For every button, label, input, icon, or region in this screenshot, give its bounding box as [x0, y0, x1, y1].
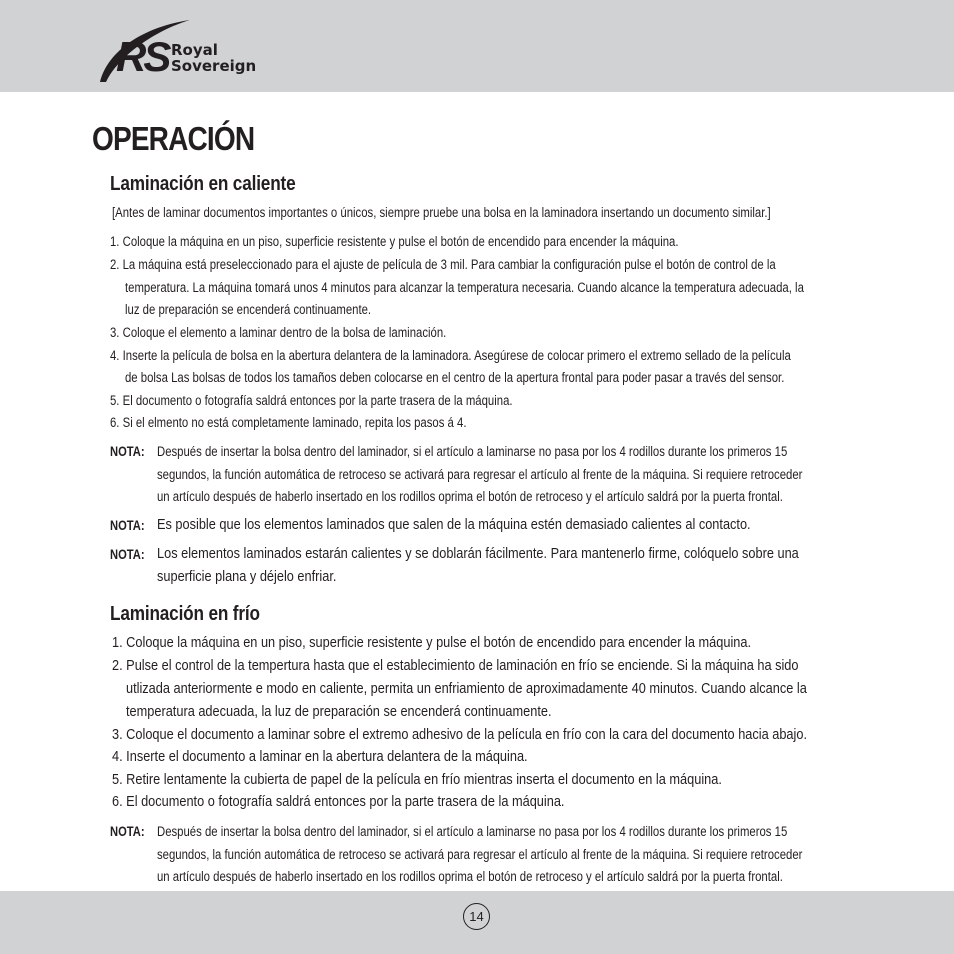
- cold-nota-1-line: Después de insertar la bolsa dentro del laminador, si el artículo a laminarse no pasa por los 4 rodillos durante los primeros 15: [157, 824, 788, 840]
- hot-nota-3-line: superficie plana y déjelo enfriar.: [157, 568, 337, 585]
- hot-step-line: luz de preparación se encenderá continuamente.: [125, 302, 372, 318]
- logo-name-line-1: Royal: [171, 41, 218, 59]
- hot-step-line: 6. Si el elmento no está completamente laminado, repita los pasos á 4.: [110, 415, 467, 431]
- cold-step-line: 3. Coloque el documento a laminar sobre el extremo adhesivo de la película en frío con la cara del documento hacia abajo.: [112, 726, 808, 743]
- hot-step-line: 3. Coloque el elemento a laminar dentro de la bolsa de laminación.: [110, 325, 447, 341]
- logo-name-line-2: Sovereign: [171, 57, 257, 75]
- hot-step-line: temperatura. La máquina tomará unos 4 minutos para alcanzar la temperatura necesaria. Cuando alcance la temperatura adecuada, la: [125, 280, 804, 296]
- cold-nota-1-line: segundos, la función automática de retroceso se activará para regresar el artículo al frente de la máquina. Si requiere retroceder: [157, 847, 803, 863]
- cold-step-line: 2. Pulse el control de la tempertura hasta que el establecimiento de laminación en frío se enciende. Si la máquina ha sido: [112, 657, 799, 674]
- cold-step-line: temperatura adecuada, la luz de preparación se encenderá continuamente.: [126, 703, 552, 720]
- nota-label: NOTA:: [110, 517, 145, 533]
- royal-sovereign-logo: [96, 16, 276, 86]
- page-title: OPERACIÓN: [92, 120, 255, 157]
- hot-nota-2-line: Es posible que los elementos laminados que salen de la máquina estén demasiado calientes al contacto.: [157, 516, 751, 533]
- hot-nota-1-line: segundos, la función automática de retroceso se activará para regresar el artículo al frente de la máquina. Si requiere retroceder: [157, 467, 803, 483]
- nota-label: NOTA:: [110, 443, 145, 459]
- section-title-hot: Laminación en caliente: [110, 173, 296, 195]
- hot-step-line: de bolsa Las bolsas de todos los tamaños deben colocarse en el centro de la apertura frontal para poder pasar a través del sensor.: [125, 370, 785, 386]
- cold-step-line: 5. Retire lentamente la cubierta de papel de la película en frío mientras inserta el documento en la máquina.: [112, 771, 722, 788]
- cold-step-line: utlizada anteriormente e modo en caliente, permita un enfriamiento de aproximadamente 40 minutos. Cuando alcance la: [126, 680, 807, 697]
- hot-step-line: 2. La máquina está preseleccionado para el ajuste de película de 3 mil. Para cambiar la configuración pulse el botón de control de la: [110, 257, 776, 273]
- cold-step-line: 6. El documento o fotografía saldrá entonces por la parte trasera de la máquina.: [112, 793, 565, 810]
- cold-nota-1-line: un artículo después de haberlo insertado en los rodillos oprima el botón de retroceso y el artículo saldrá por la puerta frontal.: [157, 869, 783, 885]
- nota-label: NOTA:: [110, 823, 145, 839]
- hot-nota-1-line: Después de insertar la bolsa dentro del laminador, si el artículo a laminarse no pasa por los 4 rodillos durante los primeros 15: [157, 444, 788, 460]
- hot-nota-3-line: Los elementos laminados estarán calientes y se doblarán fácilmente. Para mantenerlo firme, colóquelo sobre una: [157, 545, 799, 562]
- logo-name: [171, 42, 256, 74]
- hot-step-line: 1. Coloque la máquina en un piso, superficie resistente y pulse el botón de encendido para encender la máquina.: [110, 234, 679, 250]
- logo-mark: RS: [116, 33, 169, 80]
- hot-step-line: 4. Inserte la película de bolsa en la abertura delantera de la laminadora. Asegúrese de colocar primero el extremo sellado de la película: [110, 348, 791, 364]
- page-number: 14: [463, 903, 490, 930]
- nota-label: NOTA:: [110, 546, 145, 562]
- hot-intro: [Antes de laminar documentos importantes o únicos, siempre pruebe una bolsa en la laminadora insertando un documento similar.]: [112, 205, 771, 221]
- hot-nota-1-line: un artículo después de haberlo insertado en los rodillos oprima el botón de retroceso y el artículo saldrá por la puerta frontal.: [157, 489, 783, 505]
- cold-step-line: 4. Inserte el documento a laminar en la abertura delantera de la máquina.: [112, 748, 528, 765]
- hot-step-line: 5. El documento o fotografía saldrá entonces por la parte trasera de la máquina.: [110, 393, 513, 409]
- cold-step-line: 1. Coloque la máquina en un piso, superficie resistente y pulse el botón de encendido para encender la máquina.: [112, 634, 752, 651]
- section-title-cold: Laminación en frío: [110, 603, 260, 625]
